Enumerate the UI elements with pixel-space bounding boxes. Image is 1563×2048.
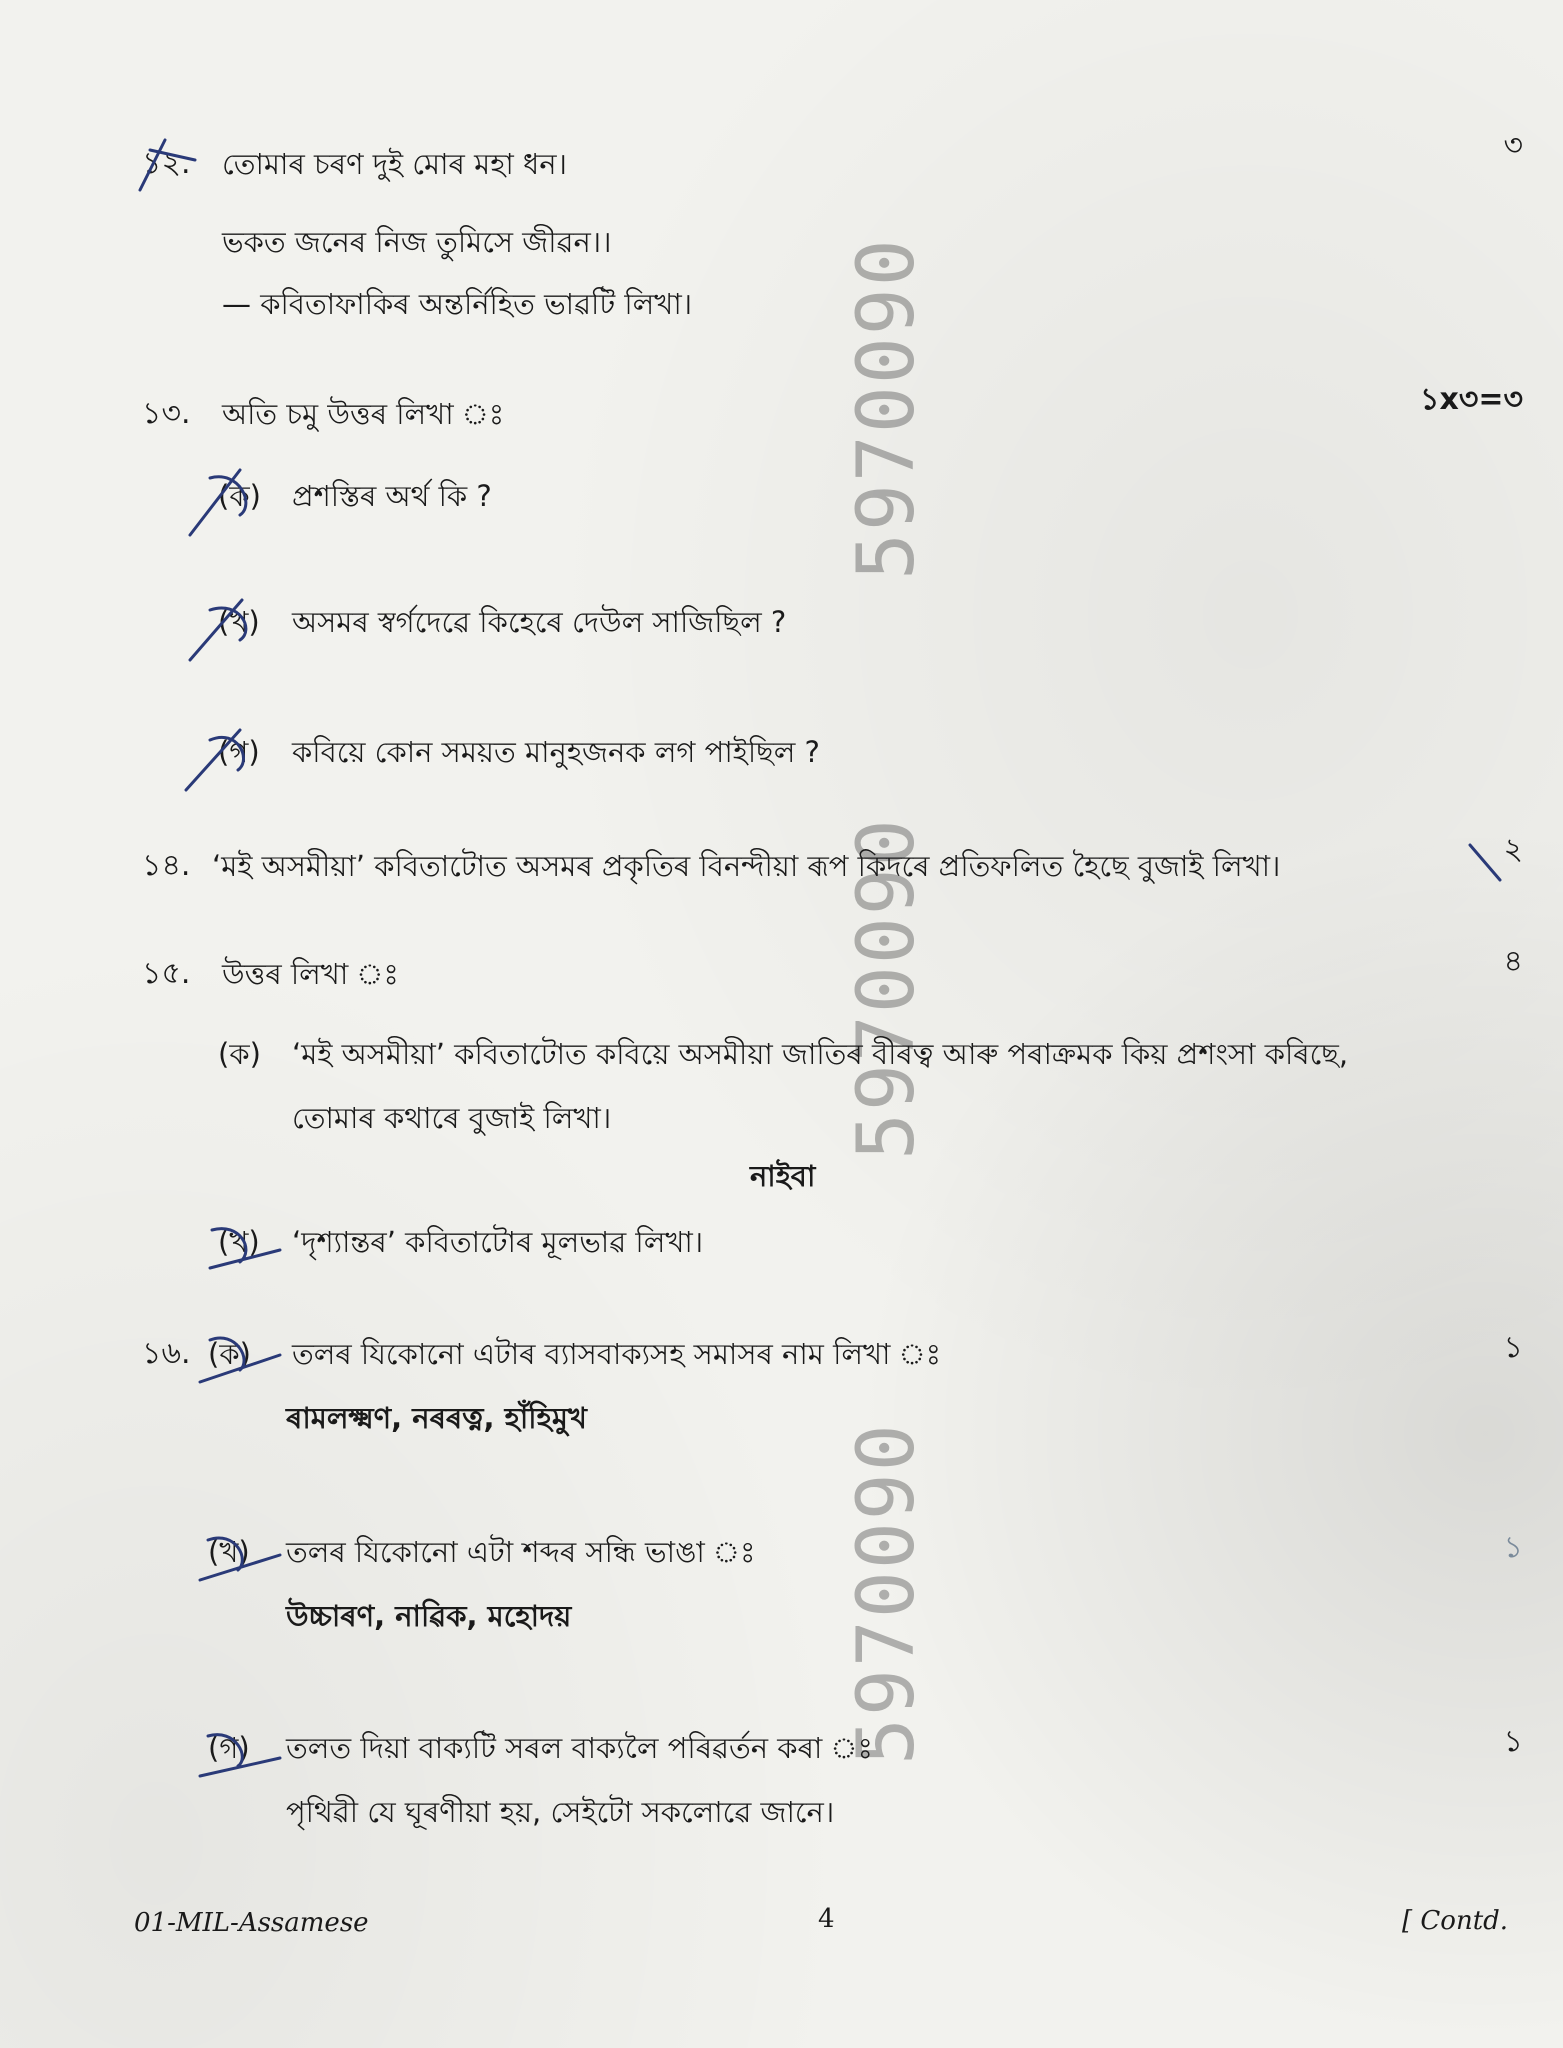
q16a-label: (ক) bbox=[208, 1337, 251, 1371]
q15-prompt: উত্তৰ লিখা ঃ bbox=[222, 957, 399, 991]
q16b-text: তলৰ যিকোনো এটা শব্দৰ সন্ধি ভাঙা ঃ bbox=[286, 1535, 756, 1569]
q12-line1: তোমাৰ চৰণ দুই মোৰ মহা ধন। bbox=[222, 147, 567, 181]
q16a-words: ৰামলক্ষ্মণ, নৰৰত্ন, হাঁহিমুখ bbox=[286, 1401, 587, 1435]
footer-code: 01-MIL-Assamese bbox=[134, 1908, 369, 1938]
q15b-text: ‘দৃশ্যান্তৰ’ কবিতাটোৰ মূলভাৱ লিখা। bbox=[292, 1225, 704, 1259]
q16a-marks: ১ bbox=[1503, 1330, 1523, 1365]
q15-marks: ৪ bbox=[1503, 944, 1523, 979]
q15a-line2: তোমাৰ কথাৰে বুজাই লিখা। bbox=[292, 1101, 612, 1135]
q15-or-label: নাইবা bbox=[750, 1159, 816, 1193]
q13-prompt: অতি চমু উত্তৰ লিখা ঃ bbox=[222, 397, 505, 431]
q15b-label: (খ) bbox=[218, 1225, 260, 1259]
q13b-label: (খ) bbox=[218, 605, 260, 639]
q16b-label: (খ) bbox=[208, 1535, 250, 1569]
q13c-text: কবিয়ে কোন সময়ত মানুহজনক লগ পাইছিল ? bbox=[292, 735, 820, 769]
q13a-text: প্ৰশস্তিৰ অৰ্থ কি ? bbox=[292, 479, 492, 513]
q12-number: ১২. bbox=[142, 146, 191, 181]
q16-number: ১৬. bbox=[142, 1336, 191, 1371]
q14-marks: ২ bbox=[1503, 832, 1523, 867]
footer-contd: [ Contd. bbox=[1402, 1906, 1509, 1936]
q15a-line1: ‘মই অসমীয়া’ কবিতাটোত কবিয়ে অসমীয়া জাতিৰ বীৰত্ব আৰু পৰাক্ৰমক কিয় প্ৰশংসা কৰিছে, bbox=[292, 1037, 1349, 1071]
q13-number: ১৩. bbox=[142, 396, 191, 431]
q14-number: ১৪. bbox=[142, 848, 191, 883]
q13a-label: (ক) bbox=[218, 479, 261, 513]
q16c-marks: ১ bbox=[1503, 1724, 1523, 1759]
q13c-label: (গ) bbox=[218, 735, 260, 769]
q12-line3: — কবিতাফাকিৰ অন্তৰ্নিহিত ভাৱটি লিখা। bbox=[222, 287, 693, 321]
q13b-text: অসমৰ স্বৰ্গদেৱে কিহেৰে দেউল সাজিছিল ? bbox=[292, 605, 787, 639]
q16c-sentence: পৃথিৱী যে ঘূৰণীয়া হয়, সেইটো সকলোৱে জানে। bbox=[286, 1795, 835, 1829]
q16c-label: (গ) bbox=[208, 1731, 250, 1765]
q12-line2: ভকত জনেৰ নিজ তুমিসে জীৱন।। bbox=[222, 225, 612, 259]
serial-stamp-3: 5970090 bbox=[842, 1422, 932, 1765]
q16b-words: উচ্চাৰণ, নাৱিক, মহোদয় bbox=[286, 1599, 572, 1633]
q16a-text: তলৰ যিকোনো এটাৰ ব্যাসবাক্যসহ সমাসৰ নাম লিখা ঃ bbox=[292, 1337, 942, 1371]
q13-marks: ১x৩=৩ bbox=[1420, 382, 1523, 417]
q15-number: ১৫. bbox=[142, 956, 191, 991]
q16c-text: তলত দিয়া বাক্যটি সৰল বাক্যলৈ পৰিৱৰ্তন কৰা ঃ bbox=[286, 1731, 873, 1765]
serial-stamp-2: 5970090 bbox=[842, 817, 932, 1160]
serial-stamp-1: 5970090 bbox=[842, 237, 932, 580]
page-number: 4 bbox=[818, 1904, 835, 1934]
q16b-marks: ১ bbox=[1503, 1530, 1523, 1565]
q15a-label: (ক) bbox=[218, 1037, 261, 1071]
pen-stroke-margin bbox=[1470, 845, 1500, 880]
q12-marks: ৩ bbox=[1503, 128, 1523, 163]
q14-text: ‘মই অসমীয়া’ কবিতাটোত অসমৰ প্ৰকৃতিৰ বিনন্দীয়া ৰূপ কিদৰে প্ৰতিফলিত হৈছে বুজাই লিখা। bbox=[212, 849, 1281, 883]
